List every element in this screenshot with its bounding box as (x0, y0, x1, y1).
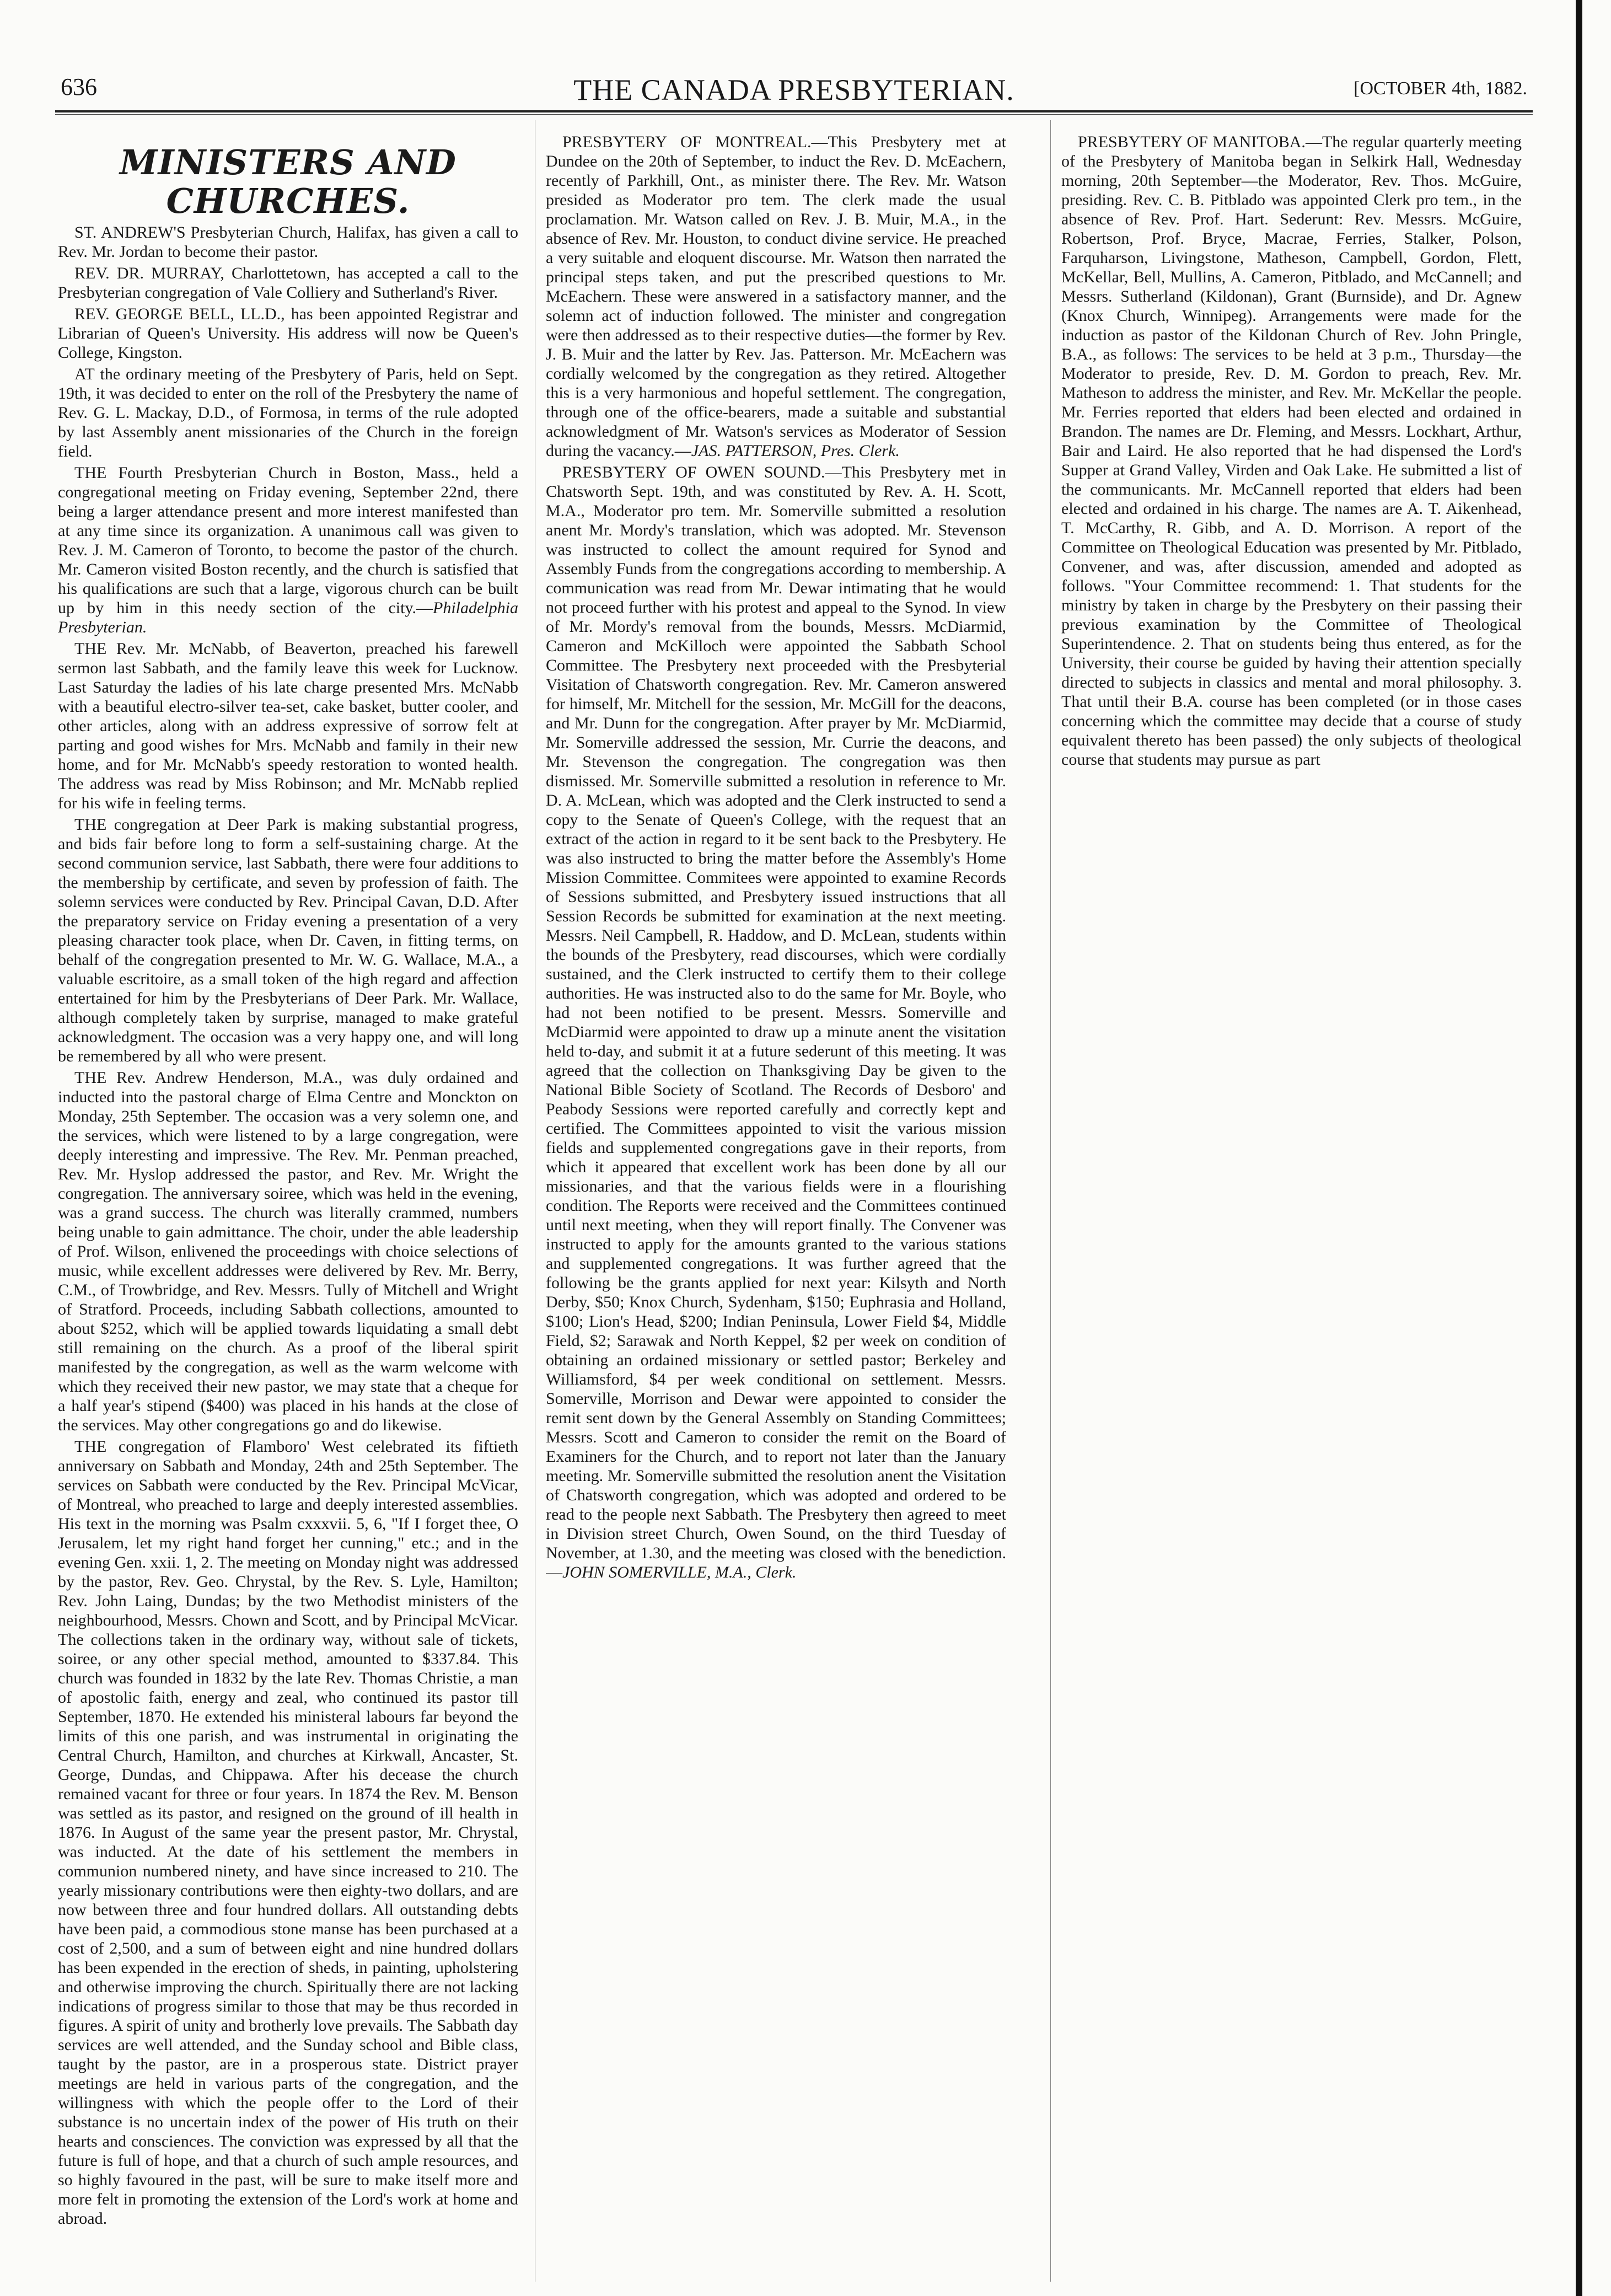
page-number: 636 (61, 73, 97, 100)
journal-title: THE CANADA PRESBYTERIAN. (573, 73, 1014, 106)
item-signature: JAS. PATTERSON, Pres. Clerk. (691, 442, 900, 460)
page-header (61, 73, 1527, 111)
news-item (58, 1437, 518, 2228)
item-lead: ST. ANDREW'S (74, 223, 186, 242)
item-lead: PRESBYTERY OF MONTREAL. (562, 133, 812, 151)
item-lead: THE (74, 816, 107, 834)
item-lead: REV. DR. MURRAY, (74, 264, 224, 282)
column-2 (546, 132, 1006, 2272)
item-text: —This Presbytery met in Chatsworth Sept. 19th, and was constituted by Rev. A. H. Scott, M.A., Moderator pro tem. Mr. Somerville submitted a resolution anent Mr. Mordy's translation, which was adopted. Mr. Stevenson was instructed to collect the amount required for Synod and Assembly Funds from the congregations according to membership. A communication was read from Mr. Dewar intimating that he would not proceed further with his protest and appeal to the Synod. In view of Mr. Mordy's removal from the bounds, Messrs. McDiarmid, Cameron and McKilloch were appointed the Sabbath School Committee. The Presbytery next proceeded with the Presbyterial Visitation of Chatsworth congregation. Rev. Mr. Cameron answered for himself, Mr. Mitchell for the session, Mr. McGill for the deacons, and Mr. Dunn for the congregation. After prayer by Mr. McDiarmid, Mr. Somerville addressed the session, Mr. Currie the deacons, and Mr. Stevenson the congregation. The congregation was then dismissed. Mr. Somerville submitted a resolution in reference to Mr. D. A. McLean, which was adopted and the Clerk instructed to send a copy to the Senate of Queen's College, with the request that an extract of the action in regard to it be sent back to the Presbytery. He was also instructed to bring the matter before the Assembly's Home Mission Committee. Commitees were appointed to examine Records of Sessions submitted, and Presbytery issued instructions that all Session Records be submitted for examination at the next meeting. Messrs. Neil Campbell, R. Haddow, and D. McLean, students within the bounds of the Presbytery, read discourses, which were cordially sustained, and the Clerk instructed to certify them to their college authorities. He was instructed also to do the same for Mr. Boyle, who had not been notified to be present. Messrs. Somerville and McDiarmid were appointed to draw up a minute anent the visitation held to-day, and submit it at a future sederunt of this meeting. It was agreed that the collection on Thanksgiving Day be given to the National Bible Society of Scotland. The Records of Desboro' and Peabody Sessions were reported carefully and correctly kept and certified. The Committees appointed to visit the various mission fields and supplemented congregations gave in their reports, from which it appeared that excellent work has been done by all our missionaries, and that the various fields were in a flourishing condition. The Reports were received and the Committees continued until next meeting, when they will report finally. The Convener was instructed to apply for the amounts granted to the various stations and supplemented congregations. It was further agreed that the following be the grants applied for next year: Kilsyth and North Derby, $50; Knox Church, Sydenham, $150; Euphrasia and Holland, $100; Lion's Head, $200; Indian Peninsula, Lower Field $4, Middle Field, $2; Sarawak and North Keppel, $2 per week on condition of obtaining an ordained missionary or settled pastor; Berkeley and Williamsford, $4 per week conditional on settlement. Messrs. Somerville, Morrison and Dewar were appointed to consider the remit sent down by the General Assembly on Standing Committees; Messrs. Scott and Cameron to consider the remit on the Board of Examiners for the Church, and to report not later than the January meeting. Mr. Somerville submitted the resolution anent the Visitation of Chatsworth congregation, which was adopted and ordered to be read to the people next Sabbath. The Presbytery then agreed to meet in Division street Church, Owen Sound, on the third Tuesday of November, at 1.30, and the meeting was closed with the benediction.— (546, 463, 1006, 1581)
item-text: congregation at Deer Park is making substantial progress, and bids fair before long to form a self-sustaining charge. At the second communion service, last Sabbath, there were four additions to the membership by certificate, and seven by profession of faith. The solemn services were conducted by Rev. Principal Cavan, D.D. After the preparatory service on Friday evening a presentation of a very pleasing character took place, when Dr. Caven, in fitting terms, on behalf of the congregation presented to Mr. W. G. Wallace, M.A., a valuable escritoire, as a small token of the high regard and affection entertained for him by the Presbyterians of Deer Park. Mr. Wallace, although completely taken by surprise, managed to make grateful acknowledgment. The occasion was a very happy one, and will long be remembered by all who were present. (58, 816, 518, 1065)
news-item (1061, 132, 1522, 769)
item-text: LL.D., has been appointed Registrar and Librarian of Queen's University. His address will now be Queen's College, Kingston. (58, 305, 518, 362)
header-rule (55, 110, 1533, 112)
news-item (58, 364, 518, 461)
column-1 (58, 143, 518, 2283)
item-lead: THE (74, 1437, 107, 1456)
news-item (546, 463, 1006, 1582)
news-item (58, 463, 518, 637)
issue-date: [OCTOBER 4th, 1882. (1354, 78, 1527, 99)
item-lead: PRESBYTERY OF MANITOBA. (1078, 133, 1306, 151)
news-item (58, 815, 518, 1066)
news-item (58, 223, 518, 261)
column-3 (1061, 132, 1522, 2272)
news-item (58, 639, 518, 813)
news-item (58, 264, 518, 302)
item-text: Presbyterian Church, Halifax, has given a call to Rev. Mr. Jordan to become their pastor. (58, 223, 518, 261)
item-lead: THE (74, 464, 107, 482)
item-source: Philadelphia Presbyterian. (58, 599, 518, 636)
item-text: Rev. Andrew Henderson, M.A., was duly ordained and inducted into the pastoral charge of Elma Centre and Monckton on Monday, 25th September. The occasion was a very solemn one, and the services, which were listened to by a large congregation, were deeply interesting and impressive. The Rev. Mr. Penman preached, Rev. Mr. Hyslop addressed the pastor, and Rev. Mr. Wright the congregation. The anniversary soiree, which was held in the evening, was a grand success. The church was literally crammed, numbers being unable to gain admittance. The choir, under the able leadership of Prof. Wilson, enlivened the proceedings with choice selections of music, while excellent addresses were delivered by Rev. Mr. Berry, C.M., of Trowbridge, and Rev. Messrs. Tully of Mitchell and Wright of Stratford. Proceeds, including Sabbath collections, amounted to about $252, which will be applied towards liquidating a small debt still remaining on the church. As a proof of the liberal spirit manifested by the congregation, as well as the warm welcome with which they received their new pastor, we may state that a cheque for a half year's stipend ($400) was placed in his hands at the close of the services. May other congregations go and do likewise. (58, 1069, 518, 1434)
department-title: MINISTERS AND CHURCHES. (120, 143, 457, 221)
item-text: —This Presbytery met at Dundee on the 20th of September, to induct the Rev. D. McEachern, recently of Parkhill, Ont., as minister there. The Rev. Mr. Watson presided as Moderator pro tem. The clerk made the usual proclamation. Mr. Watson called on Rev. J. B. Muir, M.A., in the absence of Rev. Mr. Houston, to conduct divine service. He preached a very suitable and eloquent discourse. Mr. Watson then narrated the principal steps taken, and put the prescribed questions to Mr. McEachern. These were answered in a satisfactory manner, and the solemn act of induction followed. The minister and congregation were then addressed as to their respective duties—the former by Rev. J. B. Muir and the latter by Rev. Jas. Patterson. Mr. McEachern was cordially welcomed by the congregation as they retired. Altogether this is a very harmonious and hopeful settlement. The congregation, through one of the office-bearers, made a suitable and substantial acknowledgment of Mr. Watson's services as Moderator of Session during the vacancy.— (546, 133, 1006, 460)
item-text: congregation of Flamboro' West celebrated its fiftieth anniversary on Sabbath and Monday, 24th and 25th September. The services on Sabbath were conducted by the Rev. Principal McVicar, of Montreal, who preached to large and deeply interested assemblies. His text in the morning was Psalm cxxxvii. 5, 6, "If I forget thee, O Jerusalem, let my right hand forget her cunning," etc.; and in the evening Gen. xxii. 1, 2. The meeting on Monday night was addressed by the pastor, Rev. Geo. Chrystal, by the Rev. S. Lyle, Hamilton; Rev. John Laing, Dundas; by the two Methodist ministers of the neighbourhood, Messrs. Chown and Scott, and by Principal McVicar. The collections taken in the ordinary way, without sale of tickets, soiree, or any other special method, amounted to $337.84. This church was founded in 1832 by the late Rev. Thomas Christie, a man of apostolic faith, energy and zeal, who continued its pastor till September, 1870. He extended his ministeral labours far beyond the limits of this one parish, and was instrumental in originating the Central Church, Hamilton, and churches at Kirkwall, Ancaster, St. George, Dundas, and Chippawa. After his decease the church remained vacant for three or four years. In 1874 the Rev. M. Benson was settled as its pastor, and resigned on the ground of ill health in 1876. In August of the same year the present pastor, Mr. Chrystal, was inducted. At the date of his settlement the members in communion numbered ninety, and have since increased to 210. The yearly missionary contributions were then eighty-two dollars, and are now between three and four hundred dollars. All outstanding debts have been paid, a commodious stone manse has been purchased at a cost of 2,500, and a sum of between eight and nine hundred dollars has been expended in the erection of sheds, in painting, upholstering and otherwise improving the church. Spiritually there are not lacking indications of progress similar to those that may be thus recorded in figures. A spirit of unity and brotherly love prevails. The Sabbath day services are well attended, and the Sunday school and Bible class, taught by the pastor, are in a prosperous state. District prayer meetings are held in various parts of the congregation, and the willingness with which the people offer to the Lord of their substance is no uncertain index of the power of His truth on their hearts and consciences. The conviction was expressed by all that the future is full of hope, and that a church of such ample resources, and so highly favoured in the past, will be sure to make itself more and more felt in promoting the extension of the Lord's work at home and abroad. (58, 1437, 518, 2228)
column-divider (1050, 120, 1051, 2282)
header-rule-thin (55, 114, 1533, 115)
news-item (546, 132, 1006, 460)
item-text: Rev. Mr. McNabb, of Beaverton, preached his farewell sermon last Sabbath, and the family leave this week for Lucknow. Last Saturday the ladies of his late charge presented Mrs. McNabb with a beautiful electro-silver tea-set, cake basket, butter cooler, and other articles, along with an address expressive of sorrow felt at parting and good wishes for Mrs. McNabb and family in their new home, and for Mr. McNabb's speedy restoration to wonted health. The address was read by Miss Robinson; and Mr. McNabb replied for his wife in feeling terms. (58, 640, 518, 812)
page-edge (1576, 0, 1582, 2296)
item-text: Charlottetown, has accepted a call to the Presbyterian congregation of Vale Colliery and Sutherland's River. (58, 264, 518, 302)
news-item (58, 1068, 518, 1435)
item-lead: PRESBYTERY OF OWEN SOUND. (562, 463, 825, 481)
item-text: Fourth Presbyterian Church in Boston, Mass., held a congregational meeting on Friday evening, September 22nd, there being a larger attendance present and more interest manifested than at any time since its organization. A unanimous call was given to Rev. J. M. Cameron of Toronto, to become the pastor of the church. Mr. Cameron visited Boston recently, and the church is satisfied that his qualifications are such that a large, vigorous church can be built up by him in this needy section of the city.— (58, 464, 518, 617)
news-item (58, 304, 518, 362)
item-text: the ordinary meeting of the Presbytery of Paris, held on Sept. 19th, it was decided to enter on the roll of the Presbytery the name of Rev. G. L. Mackay, D.D., of Formosa, in terms of the rule adopted by last Assembly anent missionaries of the Church in the foreign field. (58, 365, 518, 460)
item-lead: REV. GEORGE BELL, (74, 305, 234, 323)
item-signature: JOHN SOMERVILLE, M.A., Clerk. (562, 1563, 797, 1581)
item-lead: AT (74, 365, 95, 383)
item-lead: THE (74, 640, 107, 658)
item-lead: THE (74, 1069, 107, 1087)
item-text: —The regular quarterly meeting of the Presbytery of Manitoba began in Selkirk Hall, Wednesday morning, 20th September—the Moderator, Rev. Thos. McGuire, presiding. Rev. C. B. Pitblado was appointed Clerk pro tem., in the absence of Rev. Prof. Hart. Sederunt: Rev. Messrs. McGuire, Robertson, Prof. Bryce, Macrae, Ferries, Stalker, Polson, Farquharson, Livingstone, Matheson, Campbell, Gordon, Flett, McKellar, Bell, Mullins, A. Cameron, Pitblado, and McCannell; and Messrs. Sutherland (Kildonan), Grant (Burnside), and Dr. Agnew (Knox Church, Winnipeg). Arrangements were made for the induction as pastor of the Kildonan Church of Rev. John Pringle, B.A., as follows: The services to be held at 3 p.m., Thursday—the Moderator to preside, Rev. D. M. Gordon to preach, Rev. Mr. Matheson to address the minister, and Rev. Mr. McKellar the people. Mr. Ferries reported that elders had been elected and ordained in Brandon. The names are Dr. Fleming, and Messrs. Lockhart, Arthur, Bair and Laird. He also reported that he had dispensed the Lord's Supper at Grand Valley, Virden and Oak Lake. He submitted a list of the communicants. Mr. McCannell reported that elders had been elected and ordained in his charge. The names are A. T. Aikenhead, T. McCarthy, R. Gibb, and A. D. Morrison. A report of the Committee on Theological Education was presented by Mr. Pitblado, Convener, and was, after discussion, amended and adopted as follows. "Your Committee recommend: 1. That students for the ministry by taken in charge by the Presbytery on their passing their previous examination by the Committee of Theological Superintendence. 2. That on students being thus entered, as for the University, their course be guided by having their attention specially directed to subjects in classics and mental and moral philosophy. 3. That until their B.A. course has been completed (or in those cases concerning which the committee may decide that a course of study equivalent thereto has been passed) the only subjects of theological course that students may pursue as part (1061, 133, 1522, 769)
